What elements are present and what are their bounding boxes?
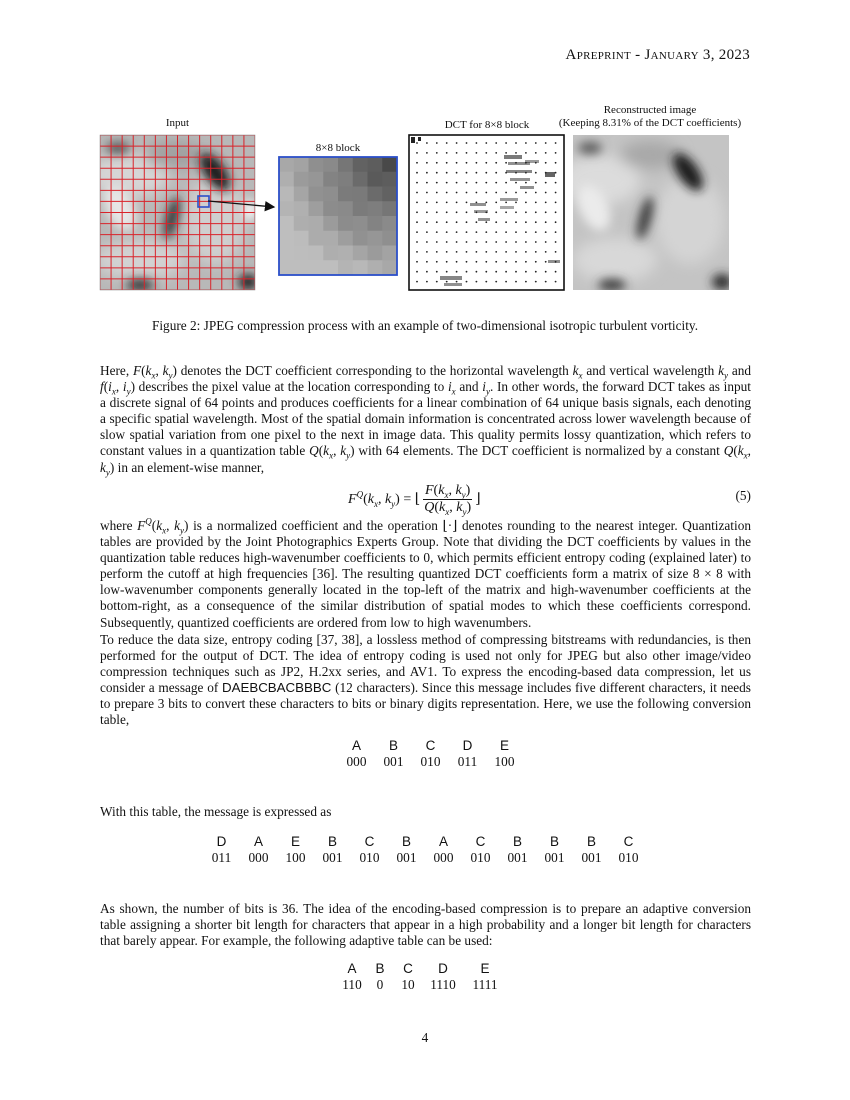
- table2-char: C: [475, 834, 486, 849]
- table1-code: 000: [346, 754, 367, 769]
- table2-code: 100: [285, 850, 306, 865]
- paragraph-4: [100, 804, 751, 820]
- paragraph-5: [100, 901, 751, 949]
- table2-char: C: [364, 834, 375, 849]
- table2-char: E: [290, 834, 300, 849]
- table2-char: B: [327, 834, 337, 849]
- paragraph-1: Here, $F(k_x$, $k_y$) denotes the DCT coefficient corresponding to the horizontal wavelength $k_x$ and vertical wavelength $k_y$ and $f(i_x$, $i_y$) describes the pixel value at the location corresponding to $i_x$ and $i_y$. In other words, the forward DCT takes as input a discrete signal of 64 points and produces coefficients for a linear combination of 64 unique basis signals, each denoting a specific spatial wavelength. Most of the spatial domain information is concentrated across lower wavelength because of slow spatial variation from one pixel to the next in image data. This quality permits lossy quantization, which refers to constant values in a quantization table $Q(k_x$, $k_y$) with 64 elements. The DCT coefficient is normalized by a constant $Q(k_x$, $k_y$) in an element-wise manner,: [100, 363, 752, 478]
- table2-code: 010: [618, 850, 639, 865]
- p5-text: As shown, the number of bits is 36. The idea of the encoding-based compression is to prepare an adaptive conversion table assigning a shorter bit length for characters that appear in a high probability and a longer bit length for characters that barely appear. For example, the following adaptive table can be used:: [100, 901, 751, 949]
- table1-code: 011: [457, 754, 478, 769]
- equation-body: $F^Q(k_x$, $k_y$) = ⌊ $\frac{F(k_x, k_y)}{Q(k_x, k_y)}$ ⌋: [348, 483, 481, 517]
- math-F-kxky: F: [132, 363, 142, 378]
- equation-5: [100, 477, 751, 519]
- figure-jpeg-process: [0, 100, 850, 300]
- table2-char: D: [216, 834, 227, 849]
- p1-text-5: describes the pixel value at the location corresponding to: [135, 379, 448, 395]
- p2-text-2: is a normalized coefficient and the operation: [188, 518, 443, 533]
- page-number: 4: [421, 1030, 429, 1045]
- running-header: [566, 47, 750, 64]
- table1-char: D: [462, 738, 473, 753]
- table2-char: B: [586, 834, 596, 849]
- label-dct: DCT for 8×8 block: [444, 119, 530, 131]
- table1-char: C: [425, 738, 436, 753]
- table3-char: A: [347, 961, 357, 976]
- conversion-table-fixed: [338, 738, 523, 770]
- table2-code: 001: [544, 850, 565, 865]
- input-image: [90, 135, 258, 291]
- table2-char: B: [512, 834, 522, 849]
- table2-char: A: [438, 834, 448, 849]
- p1-text-6: and: [455, 379, 483, 395]
- table2-code: 001: [396, 850, 417, 865]
- message-string: DAEBCBACBBBC: [222, 680, 332, 696]
- header-prefix: A: [565, 47, 577, 63]
- table3-code: 1110: [430, 977, 456, 992]
- table1-char: B: [388, 738, 398, 753]
- table2-code: 011: [211, 850, 232, 865]
- table1-code: 100: [494, 754, 515, 769]
- math-f-ixiy: f: [100, 379, 104, 395]
- p2-text-3: denotes rounding to the nearest integer. Quantization tables are provided by the Joint Photographics Experts Group. Note that dividing the DCT coefficients by values in the quantization table reduces high-wavenumber coefficients to 0, which permits efficient entropy coding (explained later) to perform the cutoff at high frequencies [36]. The resulting quantized DCT coefficients form a matrix of size 8 × 8 with low-wavenumber components generally located in the top-left of the matrix and high-wavenumber coefficients at the bottom-right, as a consequence of the similar distribution of spatial modes to which these coefficients correspond. Subsequently, quantized coefficients are ordered from low to high wavenumbers.: [100, 518, 751, 630]
- table2-char: B: [549, 834, 559, 849]
- conversion-table-adaptive: [338, 961, 506, 993]
- math-Q: Q: [309, 443, 319, 459]
- p3-text-2: (12 characters). Since this message includes five different characters, it needs to prepare 3 bits to convert these characters to bits or binary digits representation. Here, we use the following conversion table,: [100, 680, 751, 728]
- table2-code: 010: [470, 850, 491, 865]
- header-sep: -: [631, 47, 645, 63]
- header-preprint: preprint: [576, 47, 632, 63]
- p1-text-4: and: [731, 363, 752, 378]
- p1-text-7: . In other words, the forward DCT takes as input a discrete signal of 64 points and produces coefficients for a linear combination of 64 unique basis signals, each denoting a specific spatial wavelength. Most of the spatial domain information is concentrated across lower wavelength because of slow spatial variation from one pixel to the next in image data. This quality permits lossy quantization, which refers to constant values in a quantization table: [100, 379, 751, 459]
- label-input: Input: [165, 117, 190, 129]
- table3-char: E: [480, 961, 490, 976]
- table3-code: 1111: [472, 977, 498, 992]
- block-8x8: [279, 157, 397, 275]
- p2-text-1: where: [100, 518, 138, 533]
- table2-char: C: [623, 834, 634, 849]
- p1-text-1: Here,: [100, 363, 133, 378]
- table2-char: A: [253, 834, 263, 849]
- table2-code: 000: [433, 850, 454, 865]
- table2-char: B: [401, 834, 411, 849]
- table2-code: 001: [322, 850, 343, 865]
- p4-text: With this table, the message is expressed as: [100, 804, 332, 819]
- table1-char: A: [351, 738, 361, 753]
- table2-code: 000: [248, 850, 269, 865]
- p1-text-2: denotes the DCT coefficient corresponding to the horizontal wavelength: [176, 363, 573, 378]
- figure-graphic: [0, 100, 850, 300]
- table1-code: 010: [420, 754, 441, 769]
- table3-char: C: [403, 961, 413, 976]
- paragraph-3: [100, 632, 751, 729]
- reconstructed-image: [560, 135, 732, 291]
- table3-code: 10: [401, 977, 415, 992]
- table3-char: D: [438, 961, 448, 976]
- label-recon-line1: Reconstructed image: [603, 104, 697, 116]
- table3-code: 110: [342, 977, 362, 992]
- encoded-message-table: [203, 834, 647, 866]
- table3-code: 0: [376, 977, 384, 992]
- paragraph-2: where $F^Q(k_x$, $k_y$) is a normalized coefficient and the operation ⌊·⌋ denotes rounding to the nearest integer. Quantization tables are provided by the Joint Photographics Experts Group. Note that dividing the DCT coefficients by values in the quantization table reduces high-wavenumber coefficients to 0, which permits efficient entropy coding (explained later) to perform the cutoff at high frequencies [36]. The resulting quantized DCT coefficients form a matrix of size 8 × 8 with low-wavenumber components generally located in the top-left of the matrix and high-wavenumber coefficients at the bottom-right, as a consequence of the similar distribution of spatial modes to which these coefficients correspond. Subsequently, quantized coefficients are ordered from low to high wavenumbers.: [100, 516, 751, 630]
- equation-number: (5): [735, 488, 751, 503]
- table2-code: 001: [581, 850, 602, 865]
- header-date: January 3, 2023: [644, 47, 750, 63]
- table2-code: 001: [507, 850, 528, 865]
- p1-text-9: in an element-wise manner,: [114, 459, 265, 475]
- equation-fraction: $\frac{F(k_x, k_y)}{Q(k_x, k_y)}$: [424, 483, 472, 517]
- table1-char: E: [499, 738, 509, 753]
- p1-text-3: and vertical wavelength: [582, 363, 719, 378]
- dct-panel: [409, 135, 564, 290]
- p1-text-8: with 64 elements. The DCT coefficient is normalized by a constant: [354, 443, 724, 459]
- table1-code: 001: [383, 754, 404, 769]
- table3-char: B: [375, 961, 385, 976]
- label-block: 8×8 block: [315, 142, 361, 154]
- label-recon-line2: (Keeping 8.31% of the DCT coefficients): [558, 117, 742, 129]
- p3-text-1: To reduce the data size, entropy coding [37, 38], a lossless method of compressing bitstreams with redundancies, is then performed for the output of DCT. The idea of entropy coding is used not only for JPEG but also other image/video compression techniques such as JP2, H.2xx series, and AV1. To express the encoding-based data compression, let us consider a message of: [100, 632, 751, 696]
- figure-caption: Figure 2: JPEG compression process with an example of two-dimensional isotropic turbulent vorticity.: [151, 318, 699, 333]
- table2-code: 010: [359, 850, 380, 865]
